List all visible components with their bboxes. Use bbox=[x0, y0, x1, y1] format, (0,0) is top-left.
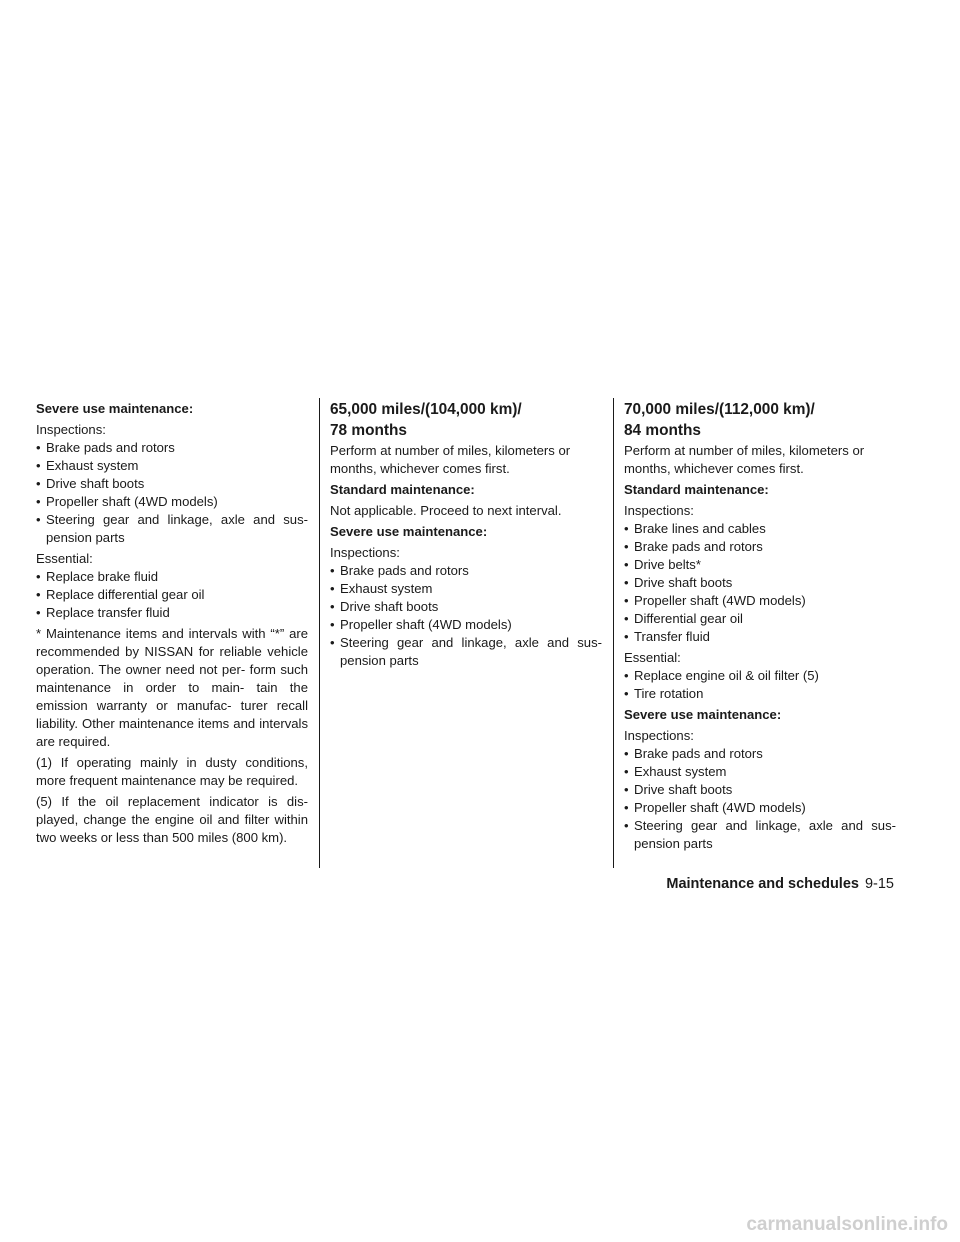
watermark: carmanualsonline.info bbox=[746, 1214, 948, 1235]
list-item: • Transfer fluid bbox=[624, 628, 896, 646]
list-item: • Exhaust system bbox=[36, 457, 308, 475]
list-item: • Drive shaft boots bbox=[36, 475, 308, 493]
list-item: • Propeller shaft (4WD models) bbox=[624, 592, 896, 610]
list-item: • Propeller shaft (4WD models) bbox=[36, 493, 308, 511]
column-1 bbox=[36, 400, 308, 847]
note-star: * Maintenance items and intervals with “*” are recommended by NISSAN for reliable vehicle operation. The owner need not per- form such maintenance in order to main- tain the emission warranty or manufac- turer recall liability. Other maintenance items and intervals are required. bbox=[36, 626, 308, 749]
list-item: • Drive shaft boots bbox=[624, 574, 896, 592]
list-item: • Replace transfer fluid bbox=[36, 604, 308, 622]
interval-title bbox=[330, 400, 602, 440]
list-item: • Replace engine oil & oil filter (5) bbox=[624, 667, 896, 685]
list-item: • Replace differential gear oil bbox=[36, 586, 308, 604]
list-item: • Exhaust system bbox=[330, 580, 602, 598]
standard-text: Not applicable. Proceed to next interval. bbox=[330, 503, 562, 518]
inspections-label: Inspections: bbox=[330, 545, 400, 560]
list-item: • Replace brake fluid bbox=[36, 568, 308, 586]
interval-title-line1: 65,000 miles/(104,000 km)/ bbox=[330, 401, 522, 418]
list-item: • Differential gear oil bbox=[624, 610, 896, 628]
list-item: • Drive shaft boots bbox=[624, 781, 896, 799]
note-1: (1) If operating mainly in dusty conditions, more frequent maintenance may be required. bbox=[36, 755, 308, 788]
inspections-list bbox=[624, 520, 896, 646]
list-item: • Brake pads and rotors bbox=[624, 745, 896, 763]
list-item: • Drive belts* bbox=[624, 556, 896, 574]
interval-intro: Perform at number of miles, kilometers or months, whichever comes first. bbox=[624, 443, 865, 476]
standard-heading: Standard maintenance: bbox=[624, 482, 769, 497]
list-item: • Brake lines and cables bbox=[624, 520, 896, 538]
essential-list bbox=[36, 568, 308, 622]
inspections-list bbox=[36, 439, 308, 547]
inspections-label: Inspections: bbox=[624, 728, 694, 743]
interval-title-line1: 70,000 miles/(112,000 km)/ bbox=[624, 401, 815, 418]
essential-label: Essential: bbox=[624, 650, 681, 665]
column-2 bbox=[330, 400, 602, 670]
list-item: • Brake pads and rotors bbox=[330, 562, 602, 580]
standard-heading: Standard maintenance: bbox=[330, 482, 475, 497]
inspections-list bbox=[330, 562, 602, 670]
column-divider bbox=[613, 398, 614, 868]
list-item: • Propeller shaft (4WD models) bbox=[624, 799, 896, 817]
severe-heading: Severe use maintenance: bbox=[330, 524, 488, 539]
list-item: • Drive shaft boots bbox=[330, 598, 602, 616]
list-item: • Steering gear and linkage, axle and sus- pension parts bbox=[624, 817, 896, 853]
footer-section-title: Maintenance and schedules bbox=[666, 876, 859, 892]
essential-list bbox=[624, 667, 896, 703]
list-item: • Brake pads and rotors bbox=[36, 439, 308, 457]
page-number: 9-15 bbox=[864, 876, 894, 892]
inspections-label: Inspections: bbox=[624, 503, 694, 518]
interval-title-line2: 84 months bbox=[624, 422, 701, 439]
column-divider bbox=[319, 398, 320, 868]
interval-intro: Perform at number of miles, kilometers or months, whichever comes first. bbox=[330, 443, 571, 476]
column-3 bbox=[624, 400, 896, 853]
interval-title bbox=[624, 400, 896, 440]
list-item: • Tire rotation bbox=[624, 685, 896, 703]
list-item: • Steering gear and linkage, axle and sus- pension parts bbox=[36, 511, 308, 547]
inspections-label: Inspections: bbox=[36, 422, 106, 437]
interval-title-line2: 78 months bbox=[330, 422, 407, 439]
note-5: (5) If the oil replacement indicator is dis- played, change the engine oil and filter within two weeks or less than 500 miles (800 km). bbox=[36, 794, 308, 845]
list-item: • Propeller shaft (4WD models) bbox=[330, 616, 602, 634]
list-item: • Exhaust system bbox=[624, 763, 896, 781]
page-footer bbox=[666, 876, 894, 892]
severe-heading: Severe use maintenance: bbox=[36, 401, 194, 416]
essential-label: Essential: bbox=[36, 551, 93, 566]
list-item: • Brake pads and rotors bbox=[624, 538, 896, 556]
severe-heading: Severe use maintenance: bbox=[624, 707, 782, 722]
list-item: • Steering gear and linkage, axle and sus- pension parts bbox=[330, 634, 602, 670]
severe-inspections-list bbox=[624, 745, 896, 853]
